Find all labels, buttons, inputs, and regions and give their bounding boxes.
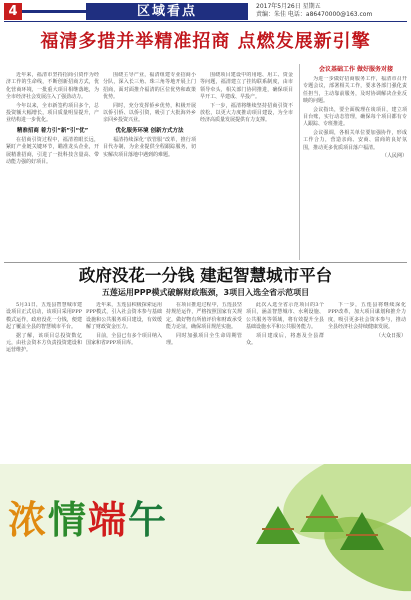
byline: （大众日报） [375, 332, 406, 339]
page-number: 4 [4, 3, 22, 20]
paragraph: 为进一步做好招商服务工作，福清市召开专题会议，部署相关工作，要求各部门强化责任担当，主动靠前服务，及时协调解决企业反映的问题。 [303, 76, 407, 105]
second-col-5 [328, 302, 406, 460]
date-line: 2017年5月26日 星期五 [256, 3, 321, 10]
top-col-3 [200, 72, 293, 260]
zongzi-string [346, 534, 378, 536]
paragraph: 同时，充分发挥侨乡优势，积极开展以侨引侨、以侨引资，吸引了大批海外乡亲回乡投资兴业。 [103, 102, 196, 124]
second-headline: 政府没花一分钱 建起智慧城市平台 [78, 266, 333, 285]
header-rule [4, 21, 407, 22]
second-col-1 [6, 302, 82, 460]
subheading: 优化服务环境 创新方式方法 [115, 127, 184, 134]
story-divider [4, 262, 407, 263]
paragraph: 近年来，五莲县积极探索运用PPP模式，引入社会资本参与基础设施和公共服务项目建设，有效缓解了财政资金压力。 [86, 302, 162, 331]
dragon-boat-banner [0, 464, 411, 600]
banner-char: 午 [128, 497, 169, 542]
paragraph: 项目建成后，将惠及全县群众。 [246, 332, 324, 347]
zongzi-icon [256, 506, 300, 544]
zongzi-icon [340, 512, 384, 550]
masthead [0, 0, 411, 22]
editor-line: 责编：朱佳 电话：a86470000@163.com [256, 11, 373, 18]
paragraph: 据了解，该项目总投资数亿元，由社会资本方负责投资建设和运营维护。 [6, 332, 82, 354]
date-meta [256, 3, 406, 19]
zongzi-string [306, 516, 338, 518]
paragraph: 此次入选全省示范项目的3个项目，涵盖智慧城市、水利设施、公共服务等领域，将有效提升全县基础设施水平和公共服务能力。 [246, 302, 324, 331]
banner-title [8, 498, 168, 542]
second-col-2 [86, 302, 162, 460]
banner-char: 情 [48, 497, 89, 542]
banner-char: 浓 [8, 497, 49, 542]
subheading: 精准招商 着力引“新”引“优” [16, 127, 89, 134]
zongzi-string [262, 528, 294, 530]
top-headline: 福清多措并举精准招商 点燃发展新引擎 [40, 31, 371, 52]
paragraph: 目前，全县已有多个项目纳入国家和省PPP项目库。 [86, 332, 162, 347]
banner-char: 端 [88, 497, 129, 542]
paragraph: 在项目推进过程中，五莲县坚持规范运作，严格按照国家有关规定，做好物有所值评价和财政承受能力论证，确保项目规范实施。 [166, 302, 242, 331]
section-title: 区域看点 [86, 3, 248, 20]
paragraph: 会议强调，各相关单位要加强协作，形成工作合力，营造亲商、安商、富商的良好氛围，推动更多优质项目落户福清。 [303, 129, 407, 151]
paragraph: 下一步，福清将继续坚持招商引资不放松，以更大力度推动项目建设，为全市经济高质量发展提供有力支撑。 [200, 102, 293, 124]
paragraph: 下一步，五莲县将继续深化PPP改革，加大项目谋划和推介力度，吸引更多社会资本参与，推动全县经济社会持续健康发展。 [328, 302, 406, 331]
second-subhead: 五莲运用PPP模式破解财政瓶颈，3项目入选全省示范项目 [101, 288, 310, 297]
paragraph: 围绕项目建设中的用地、用工、资金等问题，福清建立了挂钩联系制度，由市领导牵头，相关部门协同推进，确保项目早开工、早建成、早投产。 [200, 72, 293, 101]
sidebar-text [303, 76, 407, 252]
paragraph: 5月31日，五莲县智慧城市建设项目正式启动，该项目采用PPP模式运作，政府没花一分钱，便建起了覆盖全县的智慧城市平台。 [6, 302, 82, 331]
sidebar-box [299, 64, 409, 260]
zongzi-icon [300, 494, 344, 532]
paragraph: 同时加强项目全生命周期管理。 [166, 332, 242, 347]
paragraph: 在招商引资过程中，福清着眼长远，紧盯产业链关键环节，瞄准龙头企业，开展精准招商，引进了一批科技含量高、带动能力强的好项目。 [6, 136, 99, 166]
paragraph: 围绕主导产业，福清组建专业招商小分队，深入长三角、珠三角等地开展上门招商，面对面推介福清的区位优势和政策优势。 [103, 72, 196, 101]
second-col-3 [166, 302, 242, 460]
paragraph: 近年来，福清市坚持招商引资作为经济工作的生命线，不断创新招商方式，优化营商环境，一批重大项目相继落地，为全市经济社会发展注入了强劲动力。 [6, 72, 99, 101]
paragraph: 会议指出，要全面梳理在谈项目，建立项目台账，实行动态管理，确保每个项目都有专人跟踪、专班推进。 [303, 106, 407, 128]
paragraph: 福清持续深化“放管服”改革，推行项目代办制，为企业提供全程跟踪服务，切实解决项目落地中遇到的难题。 [103, 136, 196, 158]
second-col-4 [246, 302, 324, 460]
top-col-2 [103, 72, 196, 260]
sidebar-title: 会议基础工作 做好服务对接 [318, 66, 394, 73]
paragraph: 今年以来，全市新签约项目多个，总投资额大幅增长，项目质量明显提升，产业结构进一步优化。 [6, 102, 99, 124]
byline: （人民网） [381, 153, 407, 160]
top-col-1 [6, 72, 99, 260]
section-bar [22, 10, 86, 13]
